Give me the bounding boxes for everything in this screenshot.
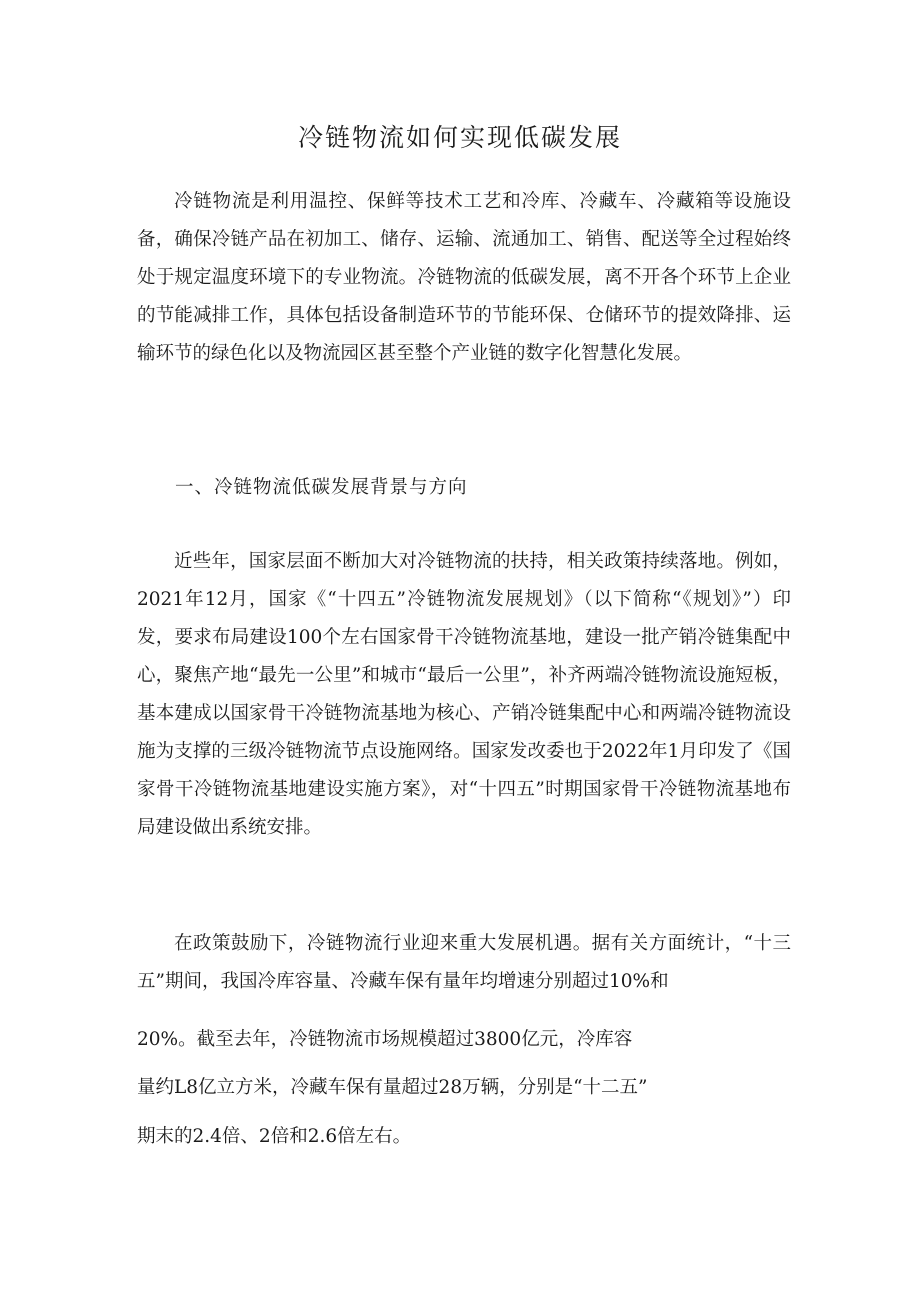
paragraph-line: 量约L8亿立方米，冷藏车保有量超过28万辆，分别是“十二五” xyxy=(137,1077,648,1098)
section-paragraph-growth: 在政策鼓励下，冷链物流行业迎来重大发展机遇。据有关方面统计，“十三五”期间，我国冷库容量、冷藏车保有量年均增速分别超过10%和 xyxy=(137,933,791,992)
section-heading: 一、冷链物流低碳发展背景与方向 xyxy=(175,477,468,498)
document-title: 冷链物流如何实现低碳发展 xyxy=(297,123,622,152)
intro-paragraph: 冷链物流是利用温控、保鲜等技术工艺和冷库、冷藏车、冷藏箱等设施设备，确保冷链产品在初加工、储存、运输、流通加工、销售、配送等全过程始终处于规定温度环境下的专业物流。冷链物流的低碳发展，离不开各个环节上企业的节能减排工作，具体包括设备制造环节的节能环保、仓储环节的提效降排、运输环节的绿色化以及物流园区甚至整个产业链的数字化智慧化发展。 xyxy=(137,191,791,364)
paragraph-line: 20%。截至去年，冷链物流市场规模超过3800亿元，冷库容 xyxy=(137,1029,633,1050)
paragraph-line: 期末的2.4倍、2倍和2.6倍左右。 xyxy=(137,1126,412,1147)
section-paragraph-policy: 近些年，国家层面不断加大对冷链物流的扶持，相关政策持续落地。例如，2021年12月，国家《“十四五”冷链物流发展规划》（以下简称“《规划》”）印发，要求布局建设100个左右国家骨干冷链物流基地，建设一批产销冷链集配中心，聚焦产地“最先一公里”和城市“最后一公里”，补齐两端冷链物流设施短板，基本建成以国家骨干冷链物流基地为核心、产销冷链集配中心和两端冷链物流设施为支撑的三级冷链物流节点设施网络。国家发改委也于2022年1月印发了《国家骨干冷链物流基地建设实施方案》，对“十四五”时期国家骨干冷链物流基地布局建设做出系统安排。 xyxy=(137,551,791,838)
